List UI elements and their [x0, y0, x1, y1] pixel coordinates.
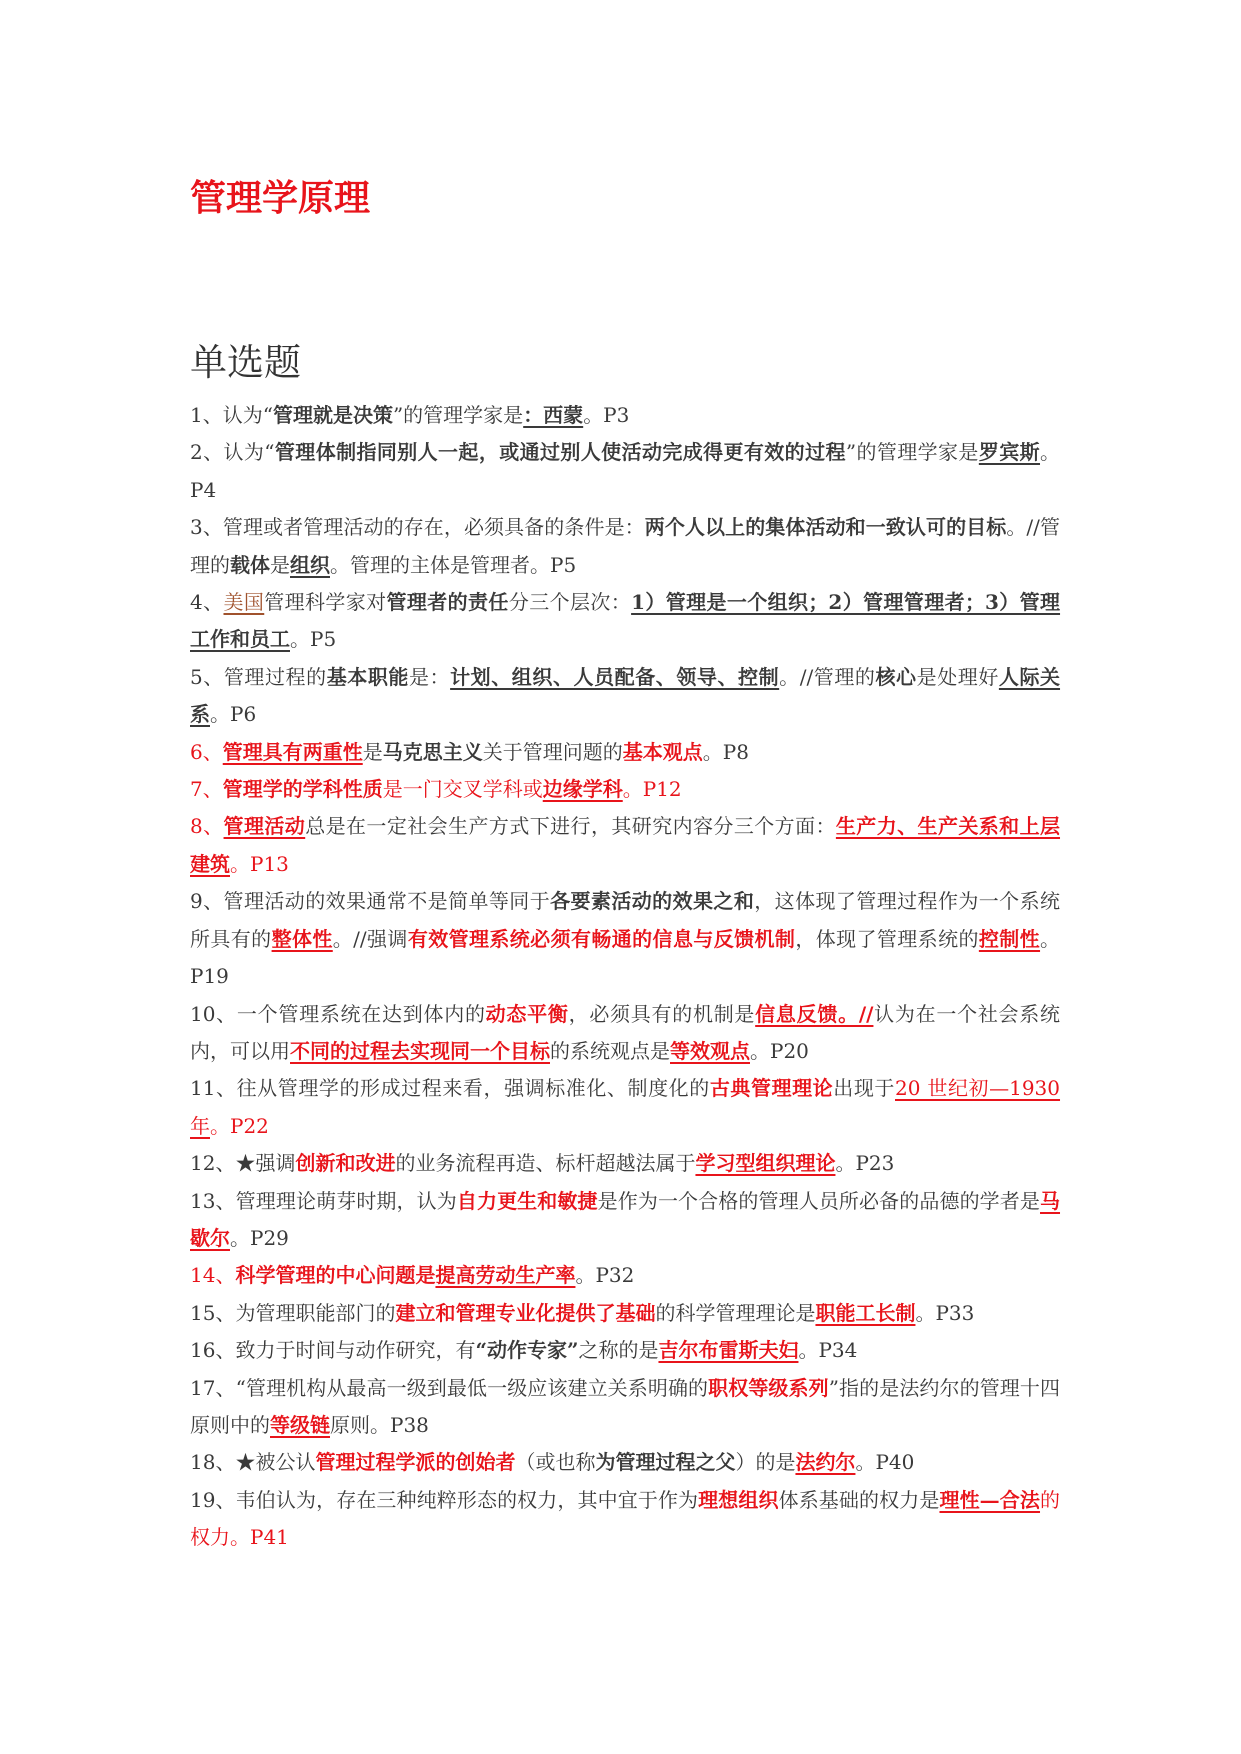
question-text-segment: 关于管理问题的 [482, 739, 623, 764]
answer-text: 边缘学科 [542, 777, 623, 802]
question-list [190, 397, 1060, 1557]
question-text-segment: 是 [362, 739, 383, 764]
answer-text: 生产力、生产关系和上层建筑 [190, 814, 1061, 876]
question-text-segment: 管理科学家对 [264, 590, 387, 615]
answer-text: 计划、组织、人员配备、领导、控制 [450, 664, 780, 689]
question-text-segment: 之称的是 [578, 1338, 659, 1363]
question-text-segment: 17、“管理机构从最高一级到最低一级应该建立关系明确的 [190, 1375, 709, 1400]
answer-text: ：西蒙 [523, 403, 584, 427]
question-text-segment: 两个人以上的集体活动和一致认可的目标 [644, 515, 1007, 540]
question-text-segment: 的科学管理理论是 [655, 1300, 816, 1325]
question-text-segment: 是 [270, 552, 290, 577]
question-text-segment: 管理学的学科性质 [222, 777, 383, 802]
question-text-segment: ，这体现了管理过程作为一个系统所具有的 [190, 889, 1061, 951]
question-text-segment: 1、认为“ [190, 403, 273, 427]
question-text-segment: 动态平衡 [485, 1001, 569, 1026]
question-text-segment: 。P34 [798, 1338, 858, 1363]
question-text-segment: 。管理的主体是管理者。P5 [330, 552, 577, 577]
answer-text: 吉尔布雷斯夫妇 [658, 1338, 799, 1363]
question-text-segment: 是处理好 [916, 664, 999, 689]
question-text-segment: 。//管理的 [779, 664, 876, 689]
question-text-segment: 13、管理理论萌芽时期，认为 [190, 1188, 457, 1213]
question-text-segment: 8、 [190, 814, 224, 839]
question-text-segment: 体系基础的权力是 [778, 1487, 940, 1512]
question-text-segment: 理想组织 [698, 1487, 779, 1512]
question-item [190, 1482, 1060, 1557]
question-text-segment: ）的是 [735, 1450, 796, 1475]
question-text-segment: 是作为一个合格的管理人员所必备的品德的学者是 [597, 1188, 1041, 1213]
question-text-segment: 创新和改进 [295, 1151, 396, 1176]
answer-text: 理性—合法 [939, 1487, 1041, 1512]
question-text-segment: 科学管理的中心问题是 [235, 1263, 436, 1288]
question-item [190, 808, 1060, 883]
question-text-segment: 为管理过程之父 [595, 1450, 736, 1475]
question-item [190, 509, 1060, 584]
question-text-segment: 古典管理理论 [709, 1076, 834, 1101]
question-text-segment: 出现于 [833, 1076, 895, 1101]
question-text-segment: 。P4 [190, 440, 1061, 502]
question-text-segment: 。P5 [290, 627, 337, 652]
question-text-segment: 。P29 [230, 1225, 289, 1250]
answer-text: 管理具有两重性 [222, 739, 363, 764]
question-item [190, 883, 1060, 995]
question-text-segment: 分三个层次： [508, 590, 632, 615]
question-text-segment: 2、认为“ [190, 440, 275, 465]
answer-text: 职能工长制 [815, 1300, 916, 1325]
question-text-segment: 。P8 [702, 739, 749, 764]
question-text-segment: 。P13 [230, 851, 289, 876]
question-item [190, 397, 1060, 434]
document-title: 管理学原理 [190, 178, 371, 219]
question-item [190, 1444, 1060, 1481]
question-item [190, 584, 1060, 659]
question-item [190, 1332, 1060, 1369]
question-item [190, 1070, 1060, 1145]
answer-text: 学习型组织理论 [695, 1151, 836, 1176]
question-text-segment: 。//强调 [332, 926, 408, 951]
question-text-segment: ”指的是法约尔的管理十四原则中的 [190, 1375, 1060, 1437]
question-text-segment: 马克思主义 [382, 739, 483, 764]
question-text-segment: 是： [408, 664, 451, 689]
answer-text: 等级链 [270, 1412, 330, 1437]
question-text-segment: ，必须具有的机制是 [568, 1001, 756, 1026]
question-text-segment: 5、管理过程的 [190, 664, 327, 689]
question-text-segment: 的权力。P41 [190, 1487, 1061, 1550]
answer-text: 人际关系 [190, 664, 1061, 727]
answer-text: 法约尔 [795, 1450, 856, 1475]
question-text-segment: 7、 [190, 777, 223, 802]
question-item [190, 1370, 1060, 1445]
answer-text: 整体性 [271, 926, 333, 951]
question-text-segment: 。//管理的 [190, 515, 1060, 577]
question-text-segment: 管理就是决策 [272, 403, 393, 427]
question-text-segment: 管理者的责任 [386, 590, 509, 615]
question-item [190, 734, 1060, 771]
question-item [190, 1257, 1060, 1294]
question-text-segment: ”的管理学家是 [845, 440, 979, 465]
question-text-segment: 的系统观点是 [550, 1038, 670, 1063]
question-item [190, 996, 1060, 1071]
question-text-segment: 。P6 [210, 702, 257, 727]
question-text-segment: 6、 [190, 739, 223, 764]
question-text-segment: 建立和管理专业化提供了基础 [395, 1300, 656, 1325]
question-text-segment: 。P22 [210, 1113, 269, 1138]
question-text-segment: 有效管理系统必须有畅通的信息与反馈机制 [407, 926, 796, 951]
question-text-segment: 。P33 [915, 1300, 975, 1325]
question-text-segment: 自力更生和敏捷 [456, 1188, 598, 1213]
question-text-segment: 的业务流程再造、标杆超越法属于 [395, 1151, 696, 1176]
question-text-segment: 管理过程学派的创始者 [315, 1450, 516, 1475]
section-heading: 单选题 [190, 341, 301, 384]
question-text-segment: 12、★强调 [190, 1151, 296, 1176]
question-text-segment: ”的管理学家是 [392, 403, 524, 427]
question-item [190, 1145, 1060, 1182]
question-text-segment: ，体现了管理系统的 [795, 926, 979, 951]
question-item [190, 659, 1060, 734]
question-item [190, 1183, 1060, 1258]
question-text-segment: 基本职能 [326, 664, 409, 689]
hyperlink-text[interactable]: 美国 [223, 590, 265, 615]
question-item [190, 771, 1060, 808]
question-text-segment: 9、管理活动的效果通常不是简单等同于 [190, 889, 551, 914]
answer-text: 1）管理是一个组织；2）管理管理者；3）管理工作和员工 [190, 590, 1061, 652]
question-text-segment: 。P23 [835, 1151, 895, 1176]
question-text-segment: 。P3 [583, 403, 630, 427]
question-text-segment: 。P20 [750, 1038, 809, 1063]
question-text-segment: 核心 [875, 664, 917, 689]
question-text-segment: 14、 [190, 1263, 236, 1288]
answer-text: 信息反馈。// [755, 1001, 874, 1026]
question-text-segment: 职权等级系列 [708, 1375, 829, 1400]
question-text-segment: 10、一个管理系统在达到体内的 [190, 1001, 486, 1026]
question-text-segment: 19、韦伯认为，存在三种纯粹形态的权力，其中宜于作为 [190, 1487, 699, 1512]
question-text-segment: 是一门交叉学科或 [382, 777, 543, 802]
question-text-segment: 。P12 [622, 777, 682, 802]
question-text-segment: “动作专家” [475, 1338, 579, 1363]
question-text-segment: 16、致力于时间与动作研究，有 [190, 1338, 476, 1363]
answer-text: 控制性 [978, 926, 1041, 951]
question-item [190, 1295, 1060, 1332]
question-text-segment: 4、 [190, 590, 224, 615]
answer-text: 马歇尔 [190, 1188, 1061, 1250]
question-text-segment: 载体 [230, 552, 270, 577]
answer-text: 管理活动 [223, 814, 306, 839]
question-text-segment: 基本观点 [622, 739, 703, 764]
answer-text: 不同的过程去实现同一个目标 [290, 1038, 550, 1063]
question-text-segment: 管理体制指同别人一起，或通过别人使活动完成得更有效的过程 [274, 440, 846, 465]
question-text-segment: 11、往从管理学的形成过程来看，强调标准化、制度化的 [190, 1076, 710, 1101]
question-text-segment: 。P19 [190, 926, 1061, 989]
question-text-segment: （或也称 [515, 1450, 596, 1475]
answer-text: 等效观点 [670, 1038, 750, 1063]
answer-text: 罗宾斯 [978, 440, 1041, 465]
question-text-segment: 。P40 [855, 1450, 915, 1475]
answer-text: 组织 [290, 552, 330, 577]
question-text-segment: 各要素活动的效果之和 [550, 889, 755, 914]
question-text-segment: 3、管理或者管理活动的存在，必须具备的条件是： [190, 515, 645, 540]
question-text-segment: 18、★被公认 [190, 1450, 316, 1475]
question-text-segment: 15、为管理职能部门的 [190, 1300, 396, 1325]
question-item [190, 434, 1060, 509]
question-text-segment: 原则。P38 [330, 1412, 429, 1437]
answer-text: 20 世纪初—1930 年 [190, 1076, 1061, 1138]
answer-text: 提高劳动生产率 [435, 1263, 576, 1288]
question-text-segment: 认为在一个社会系统内，可以用 [190, 1001, 1061, 1063]
question-text-segment: 。P32 [575, 1263, 635, 1288]
question-text-segment: 总是在一定社会生产方式下进行，其研究内容分三个方面： [305, 814, 836, 839]
